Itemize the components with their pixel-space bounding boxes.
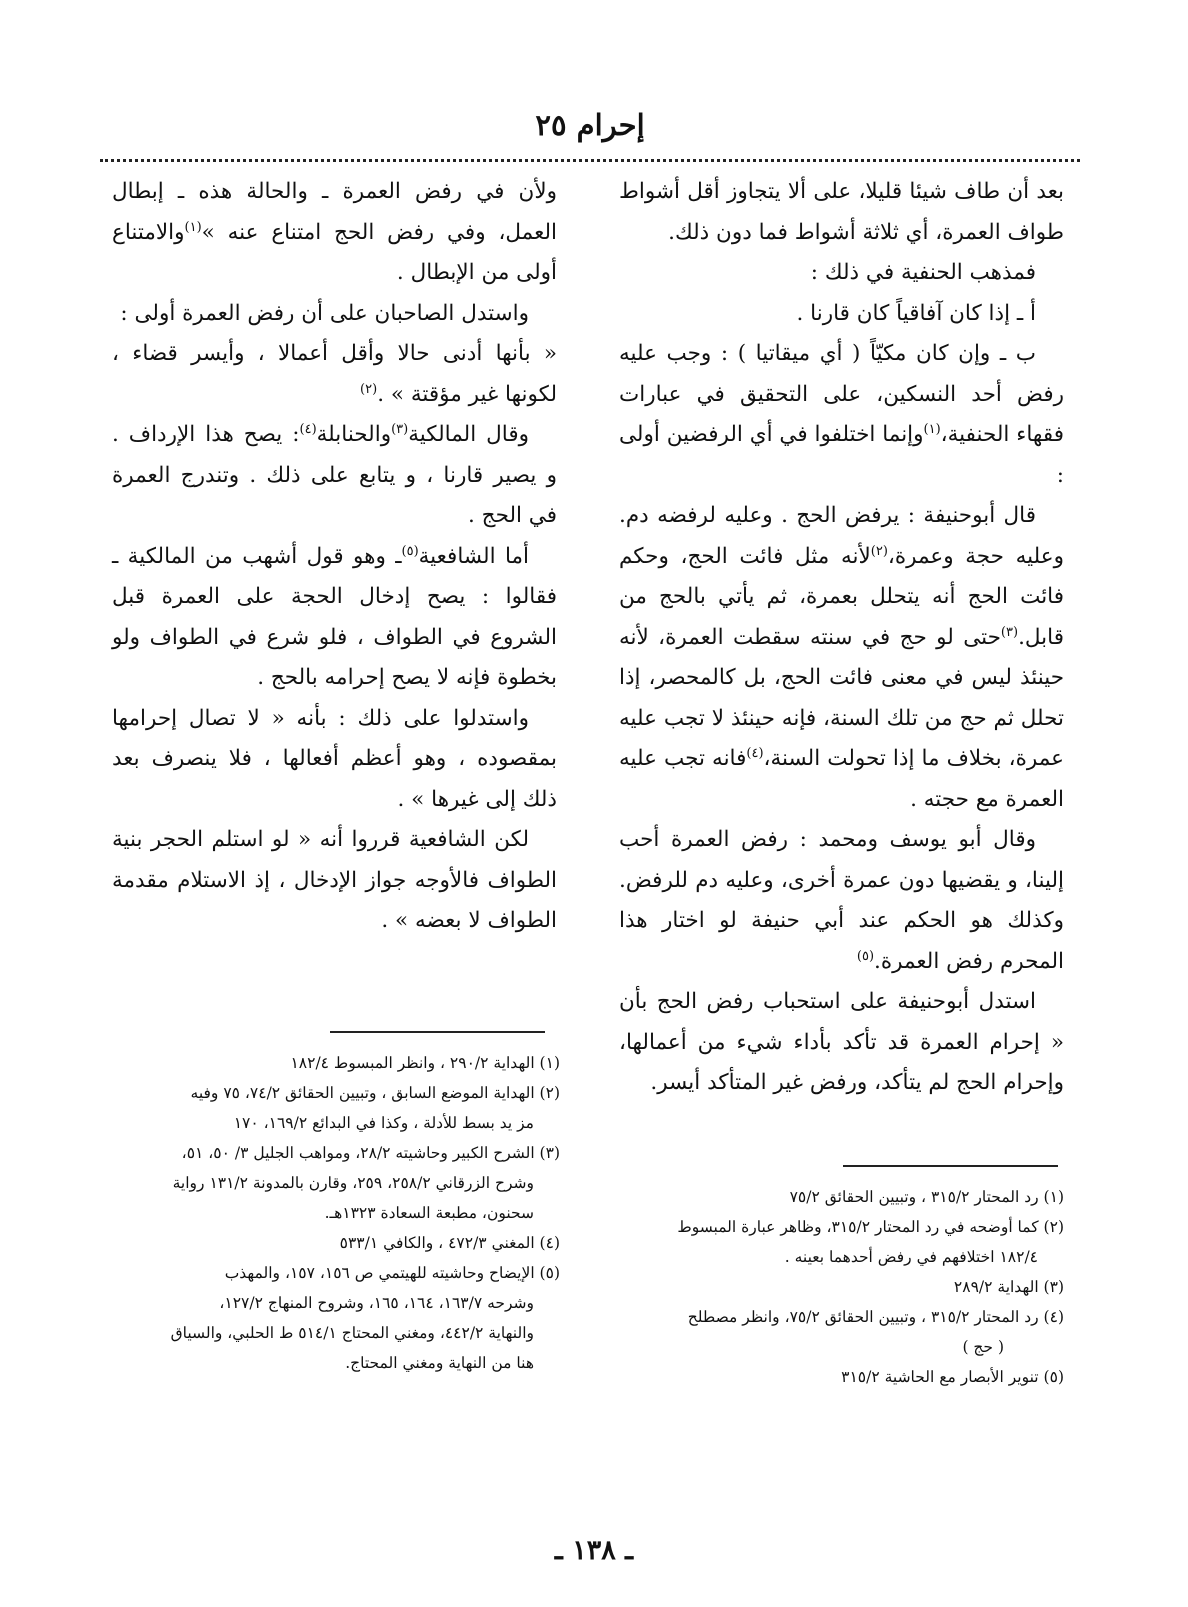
right-column <box>619 172 1064 1104</box>
paragraph-text: وإنما اختلفوا في أي الرفضين أولى : <box>619 422 1064 488</box>
footnote: (٤) المغني ٤٧٢/٣ ، والكافي ٥٣٣/١ <box>339 1234 560 1252</box>
footnote-divider <box>330 1031 545 1033</box>
paragraph-text: فانه تجب عليه العمرة مع حجته . <box>619 746 1064 812</box>
footnote-ref: (١) <box>923 421 941 437</box>
footnote: (١) رد المحتار ٣١٥/٢ ، وتبيين الحقائق ٧٥/٢ <box>789 1188 1064 1206</box>
paragraph-text: قال أبوحنيفة : يرفض الحج . وعليه لرفضه دم. وعليه حجة وعمرة، <box>619 503 1064 569</box>
left-column <box>112 172 557 942</box>
footnote: وشرح الزرقاني ٢٥٨/٢، ٢٥٩، وقارن بالمدونة ١٣١/٢ رواية <box>172 1174 534 1192</box>
footnote: (٣) الشرح الكبير وحاشيته ٢٨/٢، ومواهب الجليل ٣/ ٥٠، ٥١، <box>181 1144 560 1162</box>
paragraph: واستدلوا على ذلك : بأنه « لا تصال إحرامها بمقصوده ، وهو أعظم أفعالها ، فلا ينصرف بعد ذلك إلى غيرها » . <box>112 705 557 812</box>
paragraph-text: ـ وهو قول أشهب من المالكية ـ فقالوا : يصح إدخال الحجة على العمرة قبل الشروع في الطواف ، فلو شرع في الطواف ولو بخطوة فإنه لا يصح إحرامه بالحج . <box>112 543 557 690</box>
footnote: (٢) كما أوضحه في رد المحتار ٣١٥/٢، وظاهر عبارة المبسوط <box>677 1218 1064 1236</box>
paragraph-text: لأنه مثل فائت الحج، وحكم فائت الحج أنه يتحلل بعمرة، ثم يأتي بالحج من قابل. <box>619 543 1064 650</box>
footnote-ref: (٣) <box>1000 624 1019 640</box>
paragraph-text: حتى لو حج في سنته سقطت العمرة، لأنه حينئذ ليس في معنى فائت الحج، بل كالمحصر، إذا تحلل ثم حج من تلك السنة، فإنه حينئذ لا تجب عليه عمرة، بخلاف ما إذا تحولت السنة، <box>619 624 1064 771</box>
footnotes-left <box>110 1048 560 1378</box>
paragraph-text: : يصح هذا الإرداف . و يصير قارنا ، و يتابع على ذلك . وتندرج العمرة في الحج . <box>112 422 557 528</box>
footnote-ref: (٣) <box>391 421 409 437</box>
paragraph-text: وقال أبو يوسف ومحمد : رفض العمرة أحب إلينا، و يقضيها دون عمرة أخرى، وعليه دم للرفض. وكذلك هو الحكم عند أبي حنيفة لو اختار هذا المحرم رفض العمرة. <box>619 827 1064 974</box>
paragraph <box>619 334 1064 496</box>
footnote: (١) الهداية ٢٩٠/٢ ، وانظر المبسوط ١٨٢/٤ <box>290 1054 560 1072</box>
footnote-ref: (٢) <box>870 543 888 559</box>
footnote-ref: (٥) <box>401 543 419 559</box>
paragraph-text: والامتناع أولى من الإبطال . <box>112 219 557 285</box>
footnote-ref: (٥) <box>856 948 875 964</box>
paragraph: بعد أن طاف شيئا قليلا، على ألا يتجاوز أقل أشواط طواف العمرة، أي ثلاثة أشواط فما دون ذلك. <box>619 179 1064 245</box>
paragraph: استدل أبوحنيفة على استحباب رفض الحج بأن « إحرام العمرة قد تأكد بأداء شيء من أعمالها، وإحرام الحج لم يتأكد، ورفض غير المتأكد أيسر. <box>619 989 1064 1095</box>
footnote: (٣) الهداية ٢٨٩/٢ <box>953 1278 1064 1296</box>
paragraph-text: والحنابلة <box>316 422 392 447</box>
paragraph <box>112 334 557 415</box>
footnote: وشرحه ١٦٣/٧، ١٦٤، ١٦٥، وشروح المنهاج ١٢٧/٢، <box>219 1294 534 1312</box>
footnote: ١٨٢/٤ اختلافهم في رفض أحدهما بعينه . <box>784 1248 1038 1266</box>
paragraph <box>619 820 1064 982</box>
paragraph: لكن الشافعية قرروا أنه « لو استلم الحجر بنية الطواف فالأوجه جواز الإدخال ، إذ الاستلام مقدمة الطواف لا بعضه » . <box>112 827 557 933</box>
paragraph: واستدل الصاحبان على أن رفض العمرة أولى : <box>120 300 529 326</box>
footnote: (٢) الهداية الموضع السابق ، وتبيين الحقائق ٧٤/٢، ٧٥ وفيه <box>190 1084 560 1102</box>
footnote-ref: (٤) <box>746 745 764 761</box>
paragraph <box>112 537 557 699</box>
paragraph <box>112 172 557 294</box>
paragraph: فمذهب الحنفية في ذلك : <box>810 260 1036 285</box>
paragraph <box>619 496 1064 820</box>
footnote-ref: (١) <box>184 219 202 235</box>
footnote: ( حج ) <box>962 1338 1004 1356</box>
paragraph-text: أما الشافعية <box>418 543 529 569</box>
footnotes-right <box>614 1182 1064 1392</box>
quote-text: « بأنها أدنى حالا وأقل أعمالا ، وأيسر قضاء ، لكونها غير مؤقتة » . <box>112 341 558 407</box>
page-number: ـ ١٣٨ ـ <box>554 1535 634 1566</box>
paragraph <box>112 415 557 537</box>
footnote-divider <box>843 1165 1058 1167</box>
footnote: مز يد بسط للأدلة ، وكذا في البدائع ١٦٩/٢، ١٧٠ <box>233 1114 534 1132</box>
paragraph-text: وقال المالكية <box>408 422 529 447</box>
footnote: (٥) الإيضاح وحاشيته للهيتمي ص ١٥٦، ١٥٧، والمهذب <box>224 1264 560 1282</box>
footnote-ref: (٤) <box>299 421 317 437</box>
paragraph-text: ولأن في رفض العمرة ـ والحالة هذه ـ إبطال العمل، وفي رفض الحج امتناع عنه » <box>112 179 557 245</box>
paragraph: أ ـ إذا كان آفاقياً كان قارنا . <box>796 300 1036 326</box>
footnote: (٤) رد المحتار ٣١٥/٢ ، وتبيين الحقائق ٧٥/٢، وانظر مصطلح <box>687 1308 1064 1326</box>
footnote-ref: (٢) <box>360 381 378 397</box>
footnote: سحنون، مطبعة السعادة ١٣٢٣هـ. <box>324 1204 534 1222</box>
page-header: إحرام ٢٥ <box>535 108 645 142</box>
header-divider <box>100 159 1080 162</box>
footnote: والنهاية ٤٤٢/٢، ومغني المحتاج ٥١٤/١ ط الحلبي، والسياق <box>170 1324 534 1342</box>
footnote: هنا من النهاية ومغني المحتاج. <box>345 1354 534 1372</box>
paragraph-text: ب ـ وإن كان مكيّاً ( أي ميقاتيا ) : وجب عليه رفض أحد النسكين، على التحقيق في عبارات فقهاء الحنفية، <box>619 341 1064 447</box>
footnote: (٥) تنوير الأبصار مع الحاشية ٣١٥/٢ <box>841 1368 1064 1386</box>
